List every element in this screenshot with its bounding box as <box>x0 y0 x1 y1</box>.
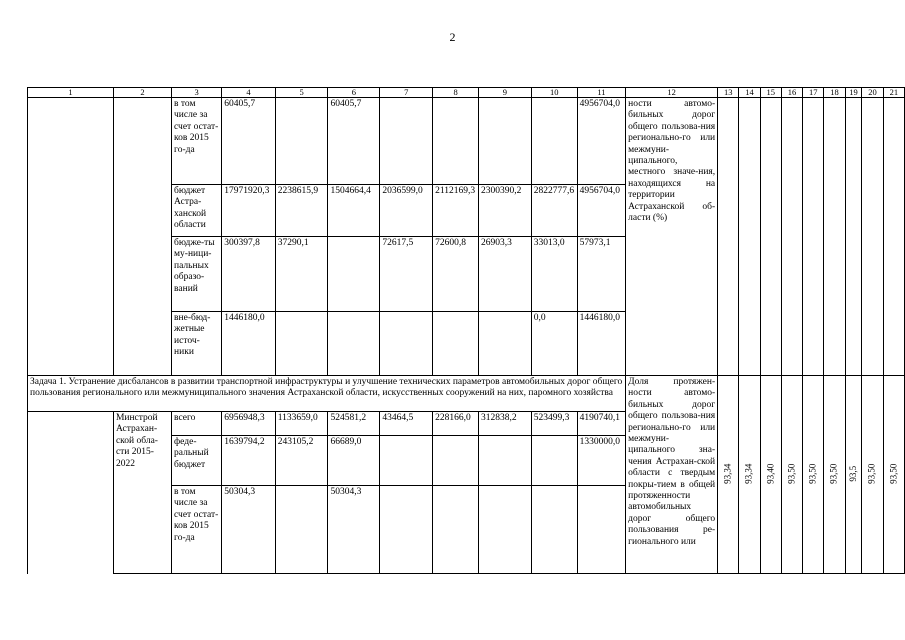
value-cell: 1330000,0 <box>577 436 625 486</box>
table-row <box>28 98 905 185</box>
col-header: 3 <box>172 88 222 98</box>
value-cell: 1504664,4 <box>328 185 380 237</box>
value-cell: 0,0 <box>531 312 577 376</box>
value-cell: 60405,7 <box>222 98 275 185</box>
empty-cell <box>718 98 739 376</box>
year-value-cell <box>845 376 862 574</box>
col-header: 17 <box>803 88 824 98</box>
value-cell <box>380 436 433 486</box>
value-cell: 66689,0 <box>328 436 380 486</box>
funding-source: в том числе за счет остат-ков 2015 го-да <box>172 98 222 185</box>
value-cell <box>328 237 380 312</box>
value-cell: 312838,2 <box>479 412 532 436</box>
col-header: 2 <box>113 88 171 98</box>
value-cell <box>433 436 479 486</box>
empty-cell <box>28 98 114 376</box>
funding-source: всего <box>172 412 222 436</box>
empty-cell <box>845 98 862 376</box>
year-value-cell <box>760 376 781 574</box>
year-value-cell <box>883 376 904 574</box>
value-cell <box>479 98 532 185</box>
value-cell <box>479 436 532 486</box>
col-header: 14 <box>739 88 760 98</box>
col-header: 9 <box>479 88 532 98</box>
year-value: 93,50 <box>828 463 839 485</box>
funding-source: вне-бюд-жетные источ-ники <box>172 312 222 376</box>
col-header: 8 <box>433 88 479 98</box>
page-number: 2 <box>449 30 456 44</box>
col-header: 13 <box>718 88 739 98</box>
empty-cell <box>113 98 171 376</box>
value-cell <box>531 98 577 185</box>
funding-source: бюдже-ты му-ници-пальных образо-ваний <box>172 237 222 312</box>
empty-cell <box>781 98 802 376</box>
value-cell <box>275 486 328 574</box>
value-cell: 1133659,0 <box>275 412 328 436</box>
value-cell: 60405,7 <box>328 98 380 185</box>
year-value-cell <box>718 376 739 574</box>
value-cell <box>380 312 433 376</box>
value-cell: 57973,1 <box>577 237 625 312</box>
value-cell: 2036599,0 <box>380 185 433 237</box>
value-cell: 1639794,2 <box>222 436 275 486</box>
empty-cell <box>28 412 114 574</box>
value-cell: 17971920,3 <box>222 185 275 237</box>
value-cell <box>328 312 380 376</box>
col-header: 1 <box>28 88 114 98</box>
empty-cell <box>824 98 845 376</box>
year-value: 93,34 <box>743 463 754 485</box>
value-cell: 2112169,3 <box>433 185 479 237</box>
value-cell: 1446180,0 <box>577 312 625 376</box>
empty-cell <box>739 98 760 376</box>
value-cell <box>531 486 577 574</box>
executor: Минстрой Астрахан-ской обла-сти 2015-2022 <box>113 412 171 574</box>
col-header: 21 <box>883 88 904 98</box>
value-cell: 4956704,0 <box>577 185 625 237</box>
value-cell <box>479 486 532 574</box>
value-cell: 50304,3 <box>222 486 275 574</box>
year-value: 93,50 <box>807 463 818 485</box>
value-cell: 43464,5 <box>380 412 433 436</box>
year-value-cell <box>739 376 760 574</box>
value-cell <box>433 486 479 574</box>
col-header: 11 <box>577 88 625 98</box>
value-cell: 2238615,9 <box>275 185 328 237</box>
value-cell <box>275 312 328 376</box>
value-cell <box>531 436 577 486</box>
value-cell <box>275 98 328 185</box>
value-cell <box>479 312 532 376</box>
value-cell <box>433 98 479 185</box>
value-cell: 50304,3 <box>328 486 380 574</box>
year-value-cell <box>803 376 824 574</box>
value-cell <box>380 98 433 185</box>
value-cell: 524581,2 <box>328 412 380 436</box>
col-header: 6 <box>328 88 380 98</box>
value-cell: 37290,1 <box>275 237 328 312</box>
value-cell <box>577 486 625 574</box>
year-value-cell <box>862 376 883 574</box>
col-header: 15 <box>760 88 781 98</box>
value-cell: 523499,3 <box>531 412 577 436</box>
value-cell: 33013,0 <box>531 237 577 312</box>
indicator-text: ности автомо-бильных дорог общего пользова-ния регионально-го или межмуни-ципального, местного значе-ния, находящихся на территории Астраханской об-ласти (%) <box>626 98 718 376</box>
value-cell: 72600,8 <box>433 237 479 312</box>
value-cell: 1446180,0 <box>222 312 275 376</box>
empty-cell <box>883 98 904 376</box>
value-cell <box>380 486 433 574</box>
year-value: 93,40 <box>765 463 776 485</box>
task-title: Задача 1. Устранение дисбалансов в развитии транспортной инфраструктуры и улучшение технических параметров автомобильных дорог общего пользования регионального или межмуниципального значения Астраханской области, искусственных сооружений на них, паромного хозяйства <box>28 376 626 412</box>
empty-cell <box>760 98 781 376</box>
year-value: 93,5 <box>847 466 858 482</box>
col-header: 20 <box>862 88 883 98</box>
value-cell: 228166,0 <box>433 412 479 436</box>
value-cell: 2822777,6 <box>531 185 577 237</box>
year-value: 93,50 <box>786 463 797 485</box>
value-cell: 4956704,0 <box>577 98 625 185</box>
funding-source: бюджет Астра-ханской области <box>172 185 222 237</box>
funding-source: феде-ральный бюджет <box>172 436 222 486</box>
value-cell: 4190740,1 <box>577 412 625 436</box>
col-header: 18 <box>824 88 845 98</box>
indicator-text: Доля протяжен-ности автомо-бильных дорог общего пользова-ния регионально-го или межмуни-ципального зна-чения Астрахан-ской области с твердым покры-тием в общей протяженности автомобильных дорог общего пользования ре-гионального или <box>626 376 718 574</box>
year-value: 93,50 <box>866 463 877 485</box>
col-header: 5 <box>275 88 328 98</box>
value-cell <box>433 312 479 376</box>
value-cell: 243105,2 <box>275 436 328 486</box>
value-cell: 26903,3 <box>479 237 532 312</box>
value-cell: 2300390,2 <box>479 185 532 237</box>
column-number-row <box>28 88 905 98</box>
year-value-cell <box>824 376 845 574</box>
empty-cell <box>803 98 824 376</box>
task-row <box>28 376 905 412</box>
value-cell: 300397,8 <box>222 237 275 312</box>
col-header: 7 <box>380 88 433 98</box>
empty-cell <box>862 98 883 376</box>
year-value: 93,50 <box>888 463 899 485</box>
col-header: 19 <box>845 88 862 98</box>
col-header: 12 <box>626 88 718 98</box>
year-value-cell <box>781 376 802 574</box>
value-cell: 6956948,3 <box>222 412 275 436</box>
funding-source: в том числе за счет остат-ков 2015 го-да <box>172 486 222 574</box>
col-header: 16 <box>781 88 802 98</box>
col-header: 4 <box>222 88 275 98</box>
program-table <box>27 87 905 574</box>
value-cell: 72617,5 <box>380 237 433 312</box>
col-header: 10 <box>531 88 577 98</box>
year-value: 93,34 <box>722 463 733 485</box>
